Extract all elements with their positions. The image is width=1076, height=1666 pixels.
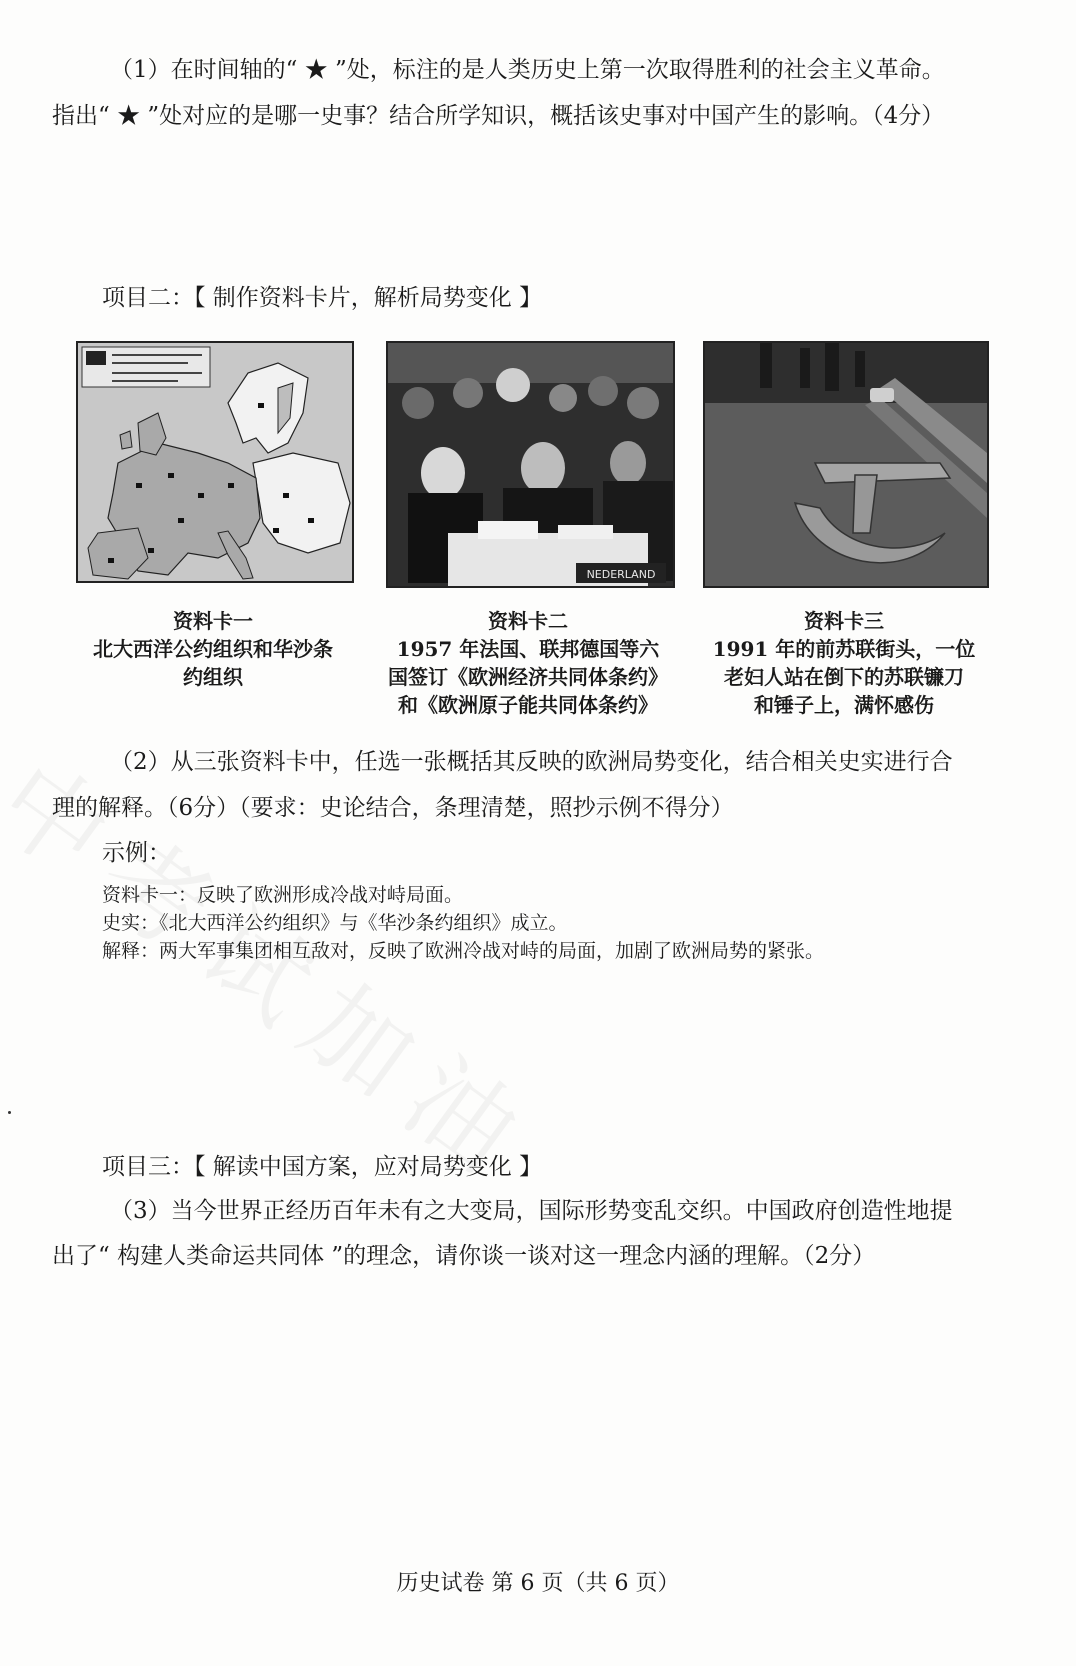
card-1-desc-line-2: 约组织	[183, 665, 243, 689]
street-photo-graphic	[705, 343, 987, 586]
question-1-line-2: 指出“ ★ ”处对应的是哪一史事？结合所学知识，概括该史事对中国产生的影响。（4分）	[52, 103, 945, 129]
signing-photo-graphic	[388, 343, 673, 586]
card-1-map-image	[76, 341, 354, 583]
project-3-heading: 项目三：【 解读中国方案，应对局势变化 】	[102, 1154, 543, 1180]
card-3-street-photo	[703, 341, 989, 588]
card-2-title: 资料卡二	[488, 609, 568, 633]
project-2-heading: 项目二：【 制作资料卡片，解析局势变化 】	[102, 285, 543, 311]
question-3-line-2: 出了“ 构建人类命运共同体 ”的理念，请你谈一谈对这一理念内涵的理解。（2分）	[52, 1243, 876, 1269]
example-label: 示例：	[102, 840, 171, 866]
card-1-caption	[63, 607, 363, 691]
nameplate-text: NEDERLAND	[586, 568, 656, 581]
stray-dot	[8, 1111, 11, 1114]
card-3-title: 资料卡三	[804, 609, 884, 633]
card-3-desc-line-2: 老妇人站在倒下的苏联镰刀	[724, 665, 964, 689]
card-3-caption	[694, 607, 994, 719]
watermark	[0, 720, 950, 1488]
card-2-signing-photo	[386, 341, 675, 588]
card-2-desc-line-2: 国签订《欧洲经济共同体条约》	[388, 665, 668, 689]
question-1-line-1: （1）在时间轴的“ ★ ”处，标注的是人类历史上第一次取得胜利的社会主义革命。	[110, 57, 945, 83]
card-1-desc-line-1: 北大西洋公约组织和华沙条	[93, 637, 333, 661]
card-3-desc-line-1: 1991 年的前苏联街头，一位	[712, 637, 976, 661]
card-2-caption	[378, 607, 678, 719]
card-3-desc-line-3: 和锤子上，满怀感伤	[754, 693, 934, 717]
example-line-1: 资料卡一：反映了欧洲形成冷战对峙局面。	[102, 884, 464, 906]
card-2-desc-line-3: 和《欧洲原子能共同体条约》	[398, 693, 658, 717]
page-footer: 历史试卷 第 6 页（共 6 页）	[396, 1571, 680, 1596]
card-1-title: 资料卡一	[173, 609, 253, 633]
card-2-desc-line-1: 1957 年法国、联邦德国等六	[396, 637, 660, 661]
europe-map-graphic	[78, 343, 352, 581]
question-2-line-1: （2）从三张资料卡中，任选一张概括其反映的欧洲局势变化，结合相关史实进行合	[110, 749, 953, 775]
question-3-line-1: （3）当今世界正经历百年未有之大变局，国际形势变乱交织。中国政府创造性地提	[110, 1198, 953, 1224]
question-2-line-2: 理的解释。（6分）（要求：史论结合，条理清楚，照抄示例不得分）	[52, 795, 734, 821]
example-line-2: 史实：《北大西洋公约组织》与《华沙条约组织》成立。	[102, 912, 568, 934]
example-line-3: 解释：两大军事集团相互敌对，反映了欧洲冷战对峙的局面，加剧了欧洲局势的紧张。	[102, 940, 825, 962]
